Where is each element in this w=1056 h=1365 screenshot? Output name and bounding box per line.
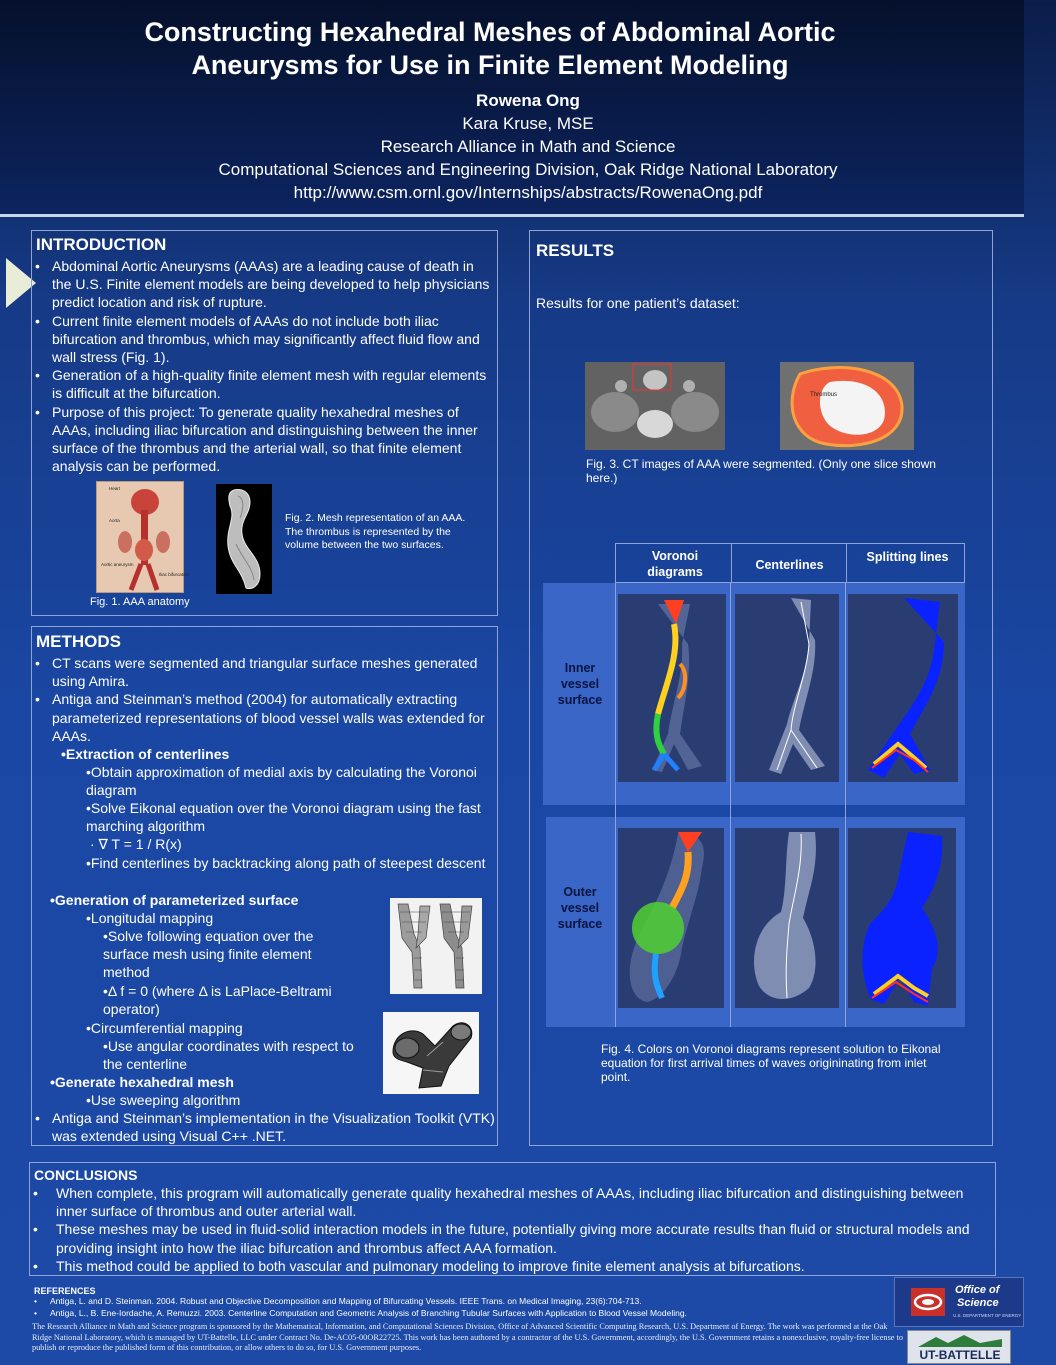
inner-voronoi-image — [618, 594, 726, 782]
fig1-label: Heart — [109, 486, 121, 491]
methods-panel — [31, 626, 498, 1146]
references-heading: REFERENCES — [34, 1286, 96, 1296]
author-name: Rowena Ong — [476, 91, 580, 110]
ut-battelle-logo: UT-BATTELLE — [907, 1330, 1011, 1364]
fig1-label: Aorta — [109, 518, 120, 523]
methods-list-tail — [32, 1109, 496, 1145]
introduction-list — [32, 257, 496, 475]
division-name: Computational Sciences and Engineering Division, Oak Ridge National Laboratory — [218, 160, 838, 179]
list-item: • These meshes may be used in fluid-solid interaction models in the future, potentially giving more accurate results than fluid or structural models and providing insight into how the iliac bifurcation and thrombus affect AAA formation. — [30, 1220, 990, 1256]
list-item: • When complete, this program will automatically generate quality hexahedral meshes of AAAs, including iliac bifurcation and distinguishing between inner surface of thrombus and outer arterial wall. — [30, 1184, 990, 1220]
introduction-panel — [31, 230, 498, 616]
ct-slice-image — [585, 362, 725, 450]
outer-centerlines-image — [735, 828, 839, 1008]
doe-swirl-icon — [911, 1288, 945, 1316]
conclusions-list — [30, 1184, 990, 1275]
row-label-inner: Inner vessel surface — [557, 661, 603, 707]
introduction-heading: INTRODUCTION — [36, 235, 167, 254]
hexahedral-mesh-figure — [383, 1012, 479, 1094]
poster-title: Constructing Hexahedral Meshes of Abdominal Aortic Aneurysms for Use in Finite Element Modeling — [144, 17, 836, 80]
sweeping-step: •Use sweeping algorithm — [86, 1092, 241, 1108]
parameterized-surface-heading: •Generation of parameterized surface — [50, 892, 299, 908]
list-item: • Abdominal Aortic Aneurysms (AAAs) are a leading cause of death in the U.S. Finite element models are being developed to help physicians predict location and risk of rupture. — [32, 257, 496, 312]
header-divider — [0, 214, 1024, 217]
angular-coordinates-step: •Use angular coordinates with respect to the centerline — [103, 1038, 354, 1073]
fig1-label: Iliac bifurcation — [159, 572, 190, 577]
column-header: Splitting lines — [866, 550, 949, 564]
longitudinal-mapping: •Longitudal mapping — [86, 910, 214, 926]
circumferential-mapping: •Circumferential mapping — [86, 1020, 243, 1036]
outer-voronoi-image — [618, 828, 724, 1008]
methods-heading: METHODS — [36, 632, 121, 651]
list-item: • Antiga and Steinman’s implementation in the Visualization Toolkit (VTK) was extended using Visual C++ .NET. — [32, 1109, 496, 1145]
inner-centerlines-image — [735, 594, 839, 782]
conclusions-heading: CONCLUSIONS — [34, 1167, 138, 1183]
results-panel — [529, 230, 993, 1146]
parameterized-surface-figure — [390, 898, 482, 994]
eikonal-equation: · ∇ T = 1 / R(x) — [90, 836, 182, 852]
medial-axis-step: •Obtain approximation of medial axis by calculating the Voronoi diagram — [86, 764, 477, 799]
methods-list — [32, 654, 496, 745]
centerline-extraction-heading: •Extraction of centerlines — [61, 746, 230, 762]
conclusions-panel — [29, 1162, 996, 1276]
segmented-ct-image — [780, 362, 914, 450]
fig1-label: Aortic aneurysm — [101, 562, 134, 567]
aaa-mesh-figure — [216, 484, 272, 594]
office-of-science-logo: Office of Science U.S. DEPARTMENT OF ENERGY — [894, 1277, 1024, 1327]
column-header: Centerlines — [755, 558, 824, 572]
fig4-caption: Fig. 4. Colors on Voronoi diagrams represent solution to Eikonal equation for first arrival times of waves origininating from inlet point. — [601, 1042, 941, 1084]
results-heading: RESULTS — [536, 241, 615, 260]
inner-splitting-image — [848, 594, 958, 782]
reference-item: • Antiga, L., B. Ene-Iordache, A. Remuzzi. 2003. Centerline Computation and Geometric Analysis of Branching Tubular Surfaces with Application to Blood Vessel Modeling. — [30, 1308, 910, 1320]
program-name: Research Alliance in Math and Science — [380, 137, 676, 156]
poster-header — [0, 0, 1024, 214]
fig2-caption: Fig. 2. Mesh representation of an AAA. The thrombus is represented by the volume between the two surfaces. — [285, 512, 466, 551]
list-item: • Purpose of this project: To generate quality hexahedral meshes of AAAs, including iliac bifurcation and distinguishing between the inner surface of the thrombus and the arterial wall, so that finite element analysis can be performed. — [32, 403, 496, 476]
acknowledgment-text: The Research Alliance in Math and Science program is sponsored by the Mathematical, Information, and Computational Sciences Division, Office of Advanced Scientific Computing Research, U.S. Department of Energy. The work was performed at the Oak Ridge National Laboratory, which is managed by UT-Battelle, LLC under Contract No. De-AC05-00OR22725. This work has been authored by a contractor of the U.S. Government, accordingly, the U.S. Government retains a nonexclusive, royalty-free license to publish or reproduce the published form of this contribution, or allow others to do so, for U.S. Government purposes. — [32, 1322, 904, 1352]
results-intro: Results for one patient’s dataset: — [536, 295, 740, 311]
references-list — [30, 1296, 910, 1319]
eikonal-step: •Solve Eikonal equation over the Voronoi diagram using the fast marching algorithm — [86, 800, 481, 835]
column-header: Voronoi diagrams — [647, 549, 703, 579]
row-label-outer: Outer vessel surface — [557, 885, 603, 931]
advisor-name: Kara Kruse, MSE — [462, 114, 594, 133]
list-item: • This method could be applied to both vascular and pulmonary modeling to improve finite element analysis at bifurcations. — [30, 1257, 990, 1275]
mountain-icon — [918, 1333, 1002, 1347]
outer-splitting-image — [848, 828, 956, 1008]
hex-mesh-heading: •Generate hexahedral mesh — [50, 1074, 234, 1090]
thrombus-label: Thrombus — [810, 392, 838, 398]
reference-item: • Antiga, L. and D. Steinman. 2004. Robust and Objective Decomposition and Mapping of Bifurcating Vessels. IEEE Trans. on Medical Imaging, 23(6):704-713. — [30, 1296, 910, 1308]
list-item: • Antiga and Steinman’s method (2004) for automatically extracting parameterized representations of blood vessel walls was extended for AAAs. — [32, 690, 496, 745]
list-item: • CT scans were segmented and triangular surface meshes generated using Amira. — [32, 654, 496, 690]
backtracking-step: •Find centerlines by backtracking along path of steepest descent — [86, 855, 486, 871]
fig1-caption: Fig. 1. AAA anatomy — [90, 596, 190, 608]
list-item: • Current finite element models of AAAs do not include both iliac bifurcation and thrombus, which may significantly affect fluid flow and wall stress (Fig. 1). — [32, 312, 496, 367]
list-item: • Generation of a high-quality finite element mesh with regular elements is difficult at the bifurcation. — [32, 366, 496, 402]
abstract-url[interactable]: http://www.csm.ornl.gov/Internships/abstracts/RowenaOng.pdf — [293, 183, 763, 202]
fig3-caption: Fig. 3. CT images of AAA were segmented. (Only one slice shown here.) — [586, 457, 936, 485]
laplace-equation: •Δ f = 0 (where Δ is LaPlace-Beltrami operator) — [103, 983, 332, 1018]
references-section — [30, 1286, 910, 1354]
laplace-step: •Solve following equation over the surface mesh using finite element method — [103, 928, 314, 981]
aaa-anatomy-figure — [96, 481, 190, 593]
